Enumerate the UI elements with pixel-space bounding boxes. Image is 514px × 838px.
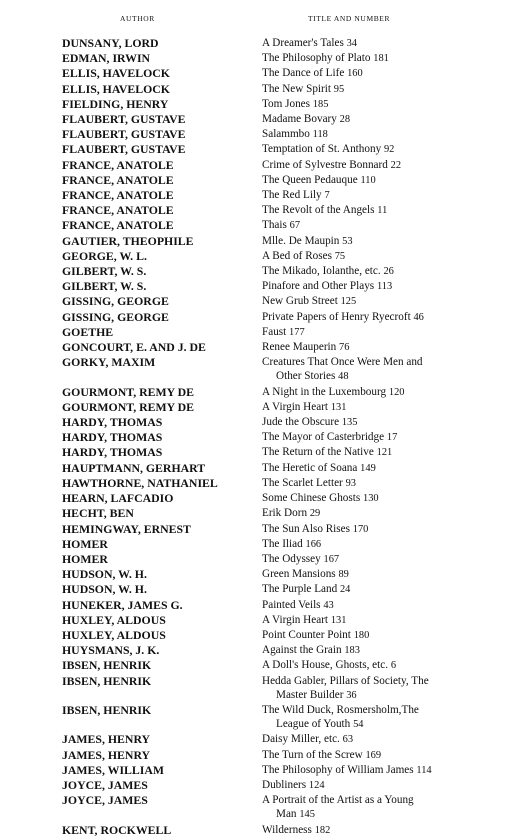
title-text: The Dance of Life [262,67,345,80]
book-title [262,279,502,294]
author-name: HAUPTMANN, GERHART [62,460,206,475]
book-number: 131 [330,401,347,413]
catalog-entry [0,234,514,249]
catalog-entry [0,793,514,822]
book-number: 75 [334,250,346,262]
book-title [262,158,502,173]
author-name: GILBERT, W. S. [62,264,147,279]
catalog-entry [0,552,514,567]
book-title [262,249,502,264]
catalog-entry [0,415,514,430]
author-name: FLAUBERT, GUSTAVE [62,112,186,127]
title-text: Renee Mauperin [262,341,337,354]
author-name: GAUTIER, THEOPHILE [62,233,194,248]
author-name: GISSING, GEORGE [62,294,169,309]
catalog-entry [0,674,514,703]
book-title [262,732,502,747]
title-text: Pinafore and Other Plays [262,280,375,293]
title-text: Some Chinese Ghosts [262,492,361,505]
author-name: GORKY, MAXIM [62,355,156,370]
title-text: The Return of the Native [262,446,374,459]
book-number: 76 [339,342,350,354]
book-number: 130 [363,493,379,505]
author-name: GOETHE [62,324,114,339]
catalog-entry [0,476,514,491]
catalog-entry [0,491,514,506]
catalog-entry [0,778,514,793]
catalog-entry [0,613,514,628]
book-title [262,476,502,491]
title-text: The Sun Also Rises [262,522,350,535]
catalog-entry [0,628,514,643]
book-title [262,598,502,613]
book-number: 95 [333,83,345,95]
author-name: JOYCE, JAMES [62,793,148,808]
book-number: 149 [360,462,376,474]
book-title [262,582,502,597]
catalog-entry [0,445,514,460]
book-title [262,643,502,658]
book-number: 92 [383,144,395,156]
title-text: The Revolt of the Angels [262,204,375,217]
author-name: KENT, ROCKWELL [62,822,172,837]
book-title [262,355,502,384]
book-title [262,415,502,430]
title-text: The Philosophy of William James [262,763,414,776]
catalog-entry [0,582,514,597]
title-text: The Queen Pedauque [262,173,358,186]
author-name: HUDSON, W. H. [62,567,147,582]
catalog-entry [0,294,514,309]
book-title [262,66,502,81]
catalog-entry [0,279,514,294]
title-text: The Turn of the Screw [262,748,363,761]
author-name: HUXLEY, ALDOUS [62,627,166,642]
title-text: The Odyssey [262,552,321,565]
book-title [262,537,502,552]
book-title [262,430,502,445]
title-text: Daisy Miller, etc. [262,733,340,746]
book-title [262,658,502,673]
catalog-entry [0,66,514,81]
book-number: 48 [338,371,349,383]
title-text-continued: League of Youth [276,718,351,731]
title-text: Green Mansions [262,568,336,581]
title-text: The Red Lily [262,189,322,202]
catalog-entry [0,567,514,582]
author-name: ELLIS, HAVELOCK [62,66,170,81]
title-text-continued: Man [276,808,297,821]
book-title [262,385,502,400]
catalog-entry [0,703,514,732]
catalog-entry [0,385,514,400]
book-title [262,522,502,537]
book-number: 170 [352,523,369,535]
book-number: 63 [342,734,354,746]
author-name: JOYCE, JAMES [62,777,148,792]
title-text: The Purple Land [262,583,338,596]
catalog-entry [0,173,514,188]
book-number: 185 [312,98,329,110]
title-text: Erik Dorn [262,507,308,520]
book-number: 67 [289,220,301,232]
author-name: GOURMONT, REMY DE [62,399,195,414]
author-name: FLAUBERT, GUSTAVE [62,127,186,142]
catalog-entry [0,142,514,157]
book-number: 167 [323,553,340,565]
title-text-continued: Master Builder [276,688,344,701]
book-title [262,112,502,127]
author-name: GOURMONT, REMY DE [62,384,195,399]
title-column-heading: TITLE AND NUMBER [308,14,391,23]
title-text: Against the Grain [262,644,342,657]
catalog-entry [0,461,514,476]
book-number: 125 [340,296,357,308]
book-title [262,793,502,822]
catalog-entry [0,203,514,218]
author-name: FRANCE, ANATOLE [62,172,174,187]
book-number: 166 [305,538,322,550]
title-text: A Portrait of the Artist as a Young [262,794,414,807]
title-text: A Virgin Heart [262,613,329,626]
book-title [262,506,502,521]
author-name: JAMES, HENRY [62,747,151,762]
author-name: EDMAN, IRWIN [62,51,151,66]
catalog-entry [0,249,514,264]
catalog-entry [0,643,514,658]
book-number: 160 [347,68,363,80]
book-number: 180 [353,629,370,641]
book-number: 7 [324,190,330,202]
title-text: Private Papers of Henry Ryecroft [262,310,411,323]
catalog-entry [0,537,514,552]
catalog-entry [0,97,514,112]
catalog-entry [0,658,514,673]
title-text: New Grub Street [262,295,338,308]
book-number: 183 [344,645,360,657]
author-name: IBSEN, HENRIK [62,702,152,717]
author-name: HECHT, BEN [62,506,134,521]
book-title [262,294,502,309]
author-name: HEARN, LAFCADIO [62,491,174,506]
book-number: 135 [341,417,358,429]
book-number: 93 [345,477,356,489]
book-number: 169 [365,749,382,761]
book-number: 11 [377,205,388,217]
book-number: 53 [342,235,353,247]
catalog-entry [0,36,514,51]
book-title [262,234,502,249]
title-text: The Scarlet Letter [262,476,343,489]
catalog-entry [0,82,514,97]
author-name: HOMER [62,551,108,566]
book-number: 177 [289,326,305,338]
title-text: A Virgin Heart [262,400,329,413]
column-header [0,14,514,28]
author-name: FRANCE, ANATOLE [62,157,174,172]
catalog-entry [0,430,514,445]
author-name: HEMINGWAY, ERNEST [62,521,191,536]
title-text: The Wild Duck, Rosmersholm,The [262,703,419,716]
title-text: Temptation of St. Anthony [262,143,382,156]
author-name: HUDSON, W. H. [62,582,147,597]
title-text: Jude the Obscure [262,416,340,429]
book-number: 113 [376,281,393,293]
catalog-entry [0,127,514,142]
book-title [262,203,502,218]
book-title [262,310,502,325]
book-number: 181 [373,53,389,65]
book-title [262,127,502,142]
author-name: HUYSMANS, J. K. [62,643,160,658]
catalog-entry [0,598,514,613]
author-name: GISSING, GEORGE [62,309,169,324]
title-text: A Dreamer's Tales [262,37,344,49]
book-title [262,567,502,582]
author-name: JAMES, WILLIAM [62,762,165,777]
author-name: IBSEN, HENRIK [62,658,152,673]
author-column-heading: AUTHOR [120,14,155,23]
book-title [262,264,502,279]
book-title [262,82,502,97]
book-number: 145 [299,809,315,821]
author-name: JAMES, HENRY [62,732,151,747]
book-number: 131 [330,614,347,626]
book-number: 17 [386,432,398,444]
book-title [262,674,502,703]
author-name: GILBERT, W. S. [62,279,147,294]
book-number: 26 [383,266,394,278]
book-title [262,613,502,628]
book-number: 182 [314,824,331,836]
book-title [262,823,502,838]
author-name: HUXLEY, ALDOUS [62,612,166,627]
catalog-entry [0,158,514,173]
title-text-continued: Other Stories [276,370,336,383]
author-name: ELLIS, HAVELOCK [62,81,170,96]
author-name: FRANCE, ANATOLE [62,218,174,233]
title-text: A Bed of Roses [262,249,332,262]
author-name: FRANCE, ANATOLE [62,188,174,203]
book-number: 120 [388,386,405,398]
book-number: 46 [413,311,424,323]
catalog-entry [0,522,514,537]
book-title [262,325,502,340]
title-text: The Philosophy of Plato [262,52,371,65]
catalog-entry [0,748,514,763]
book-number: 118 [312,129,328,141]
book-number: 124 [308,779,325,791]
book-number: 34 [346,38,357,49]
author-name: FIELDING, HENRY [62,96,169,111]
book-title [262,400,502,415]
book-number: 121 [376,447,393,459]
book-title [262,552,502,567]
catalog-entry [0,264,514,279]
book-title [262,778,502,793]
title-text: Faust [262,325,287,338]
title-text: Creatures That Once Were Men and [262,356,423,369]
title-text: Salammbo [262,128,310,141]
book-number: 110 [360,174,376,186]
catalog-entry [0,188,514,203]
catalog-entry [0,355,514,384]
book-title [262,340,502,355]
book-number: 43 [323,599,334,611]
book-title [262,703,502,732]
catalog-entry [0,310,514,325]
title-text: Point Counter Point [262,628,351,641]
title-text: Thais [262,219,287,232]
catalog-entry [0,218,514,233]
book-title [262,628,502,643]
author-name: HARDY, THOMAS [62,415,163,430]
book-title [262,763,502,778]
title-text: The New Spirit [262,82,331,95]
book-number: 89 [338,569,349,581]
catalog-entry [0,400,514,415]
catalog-entry [0,823,514,838]
title-text: The Iliad [262,537,303,550]
catalog-entry [0,51,514,66]
book-title [262,36,502,51]
title-text: A Night in the Luxembourg [262,385,387,398]
catalog-entry [0,340,514,355]
book-title [262,445,502,460]
title-text: Madame Bovary [262,113,337,126]
author-name: HARDY, THOMAS [62,430,163,445]
author-name: HAWTHORNE, NATHANIEL [62,475,218,490]
book-title [262,461,502,476]
book-title [262,491,502,506]
title-text: Tom Jones [262,97,311,110]
catalog-entry [0,763,514,778]
author-name: GEORGE, W. L. [62,248,147,263]
author-name: GONCOURT, E. AND J. DE [62,340,206,355]
author-name: HARDY, THOMAS [62,445,163,460]
title-text: Dubliners [262,778,307,791]
title-text: Mlle. De Maupin [262,234,340,247]
book-number: 24 [339,584,351,596]
book-title [262,748,502,763]
book-number: 54 [353,719,364,731]
title-text: The Mikado, Iolanthe, etc. [262,265,381,278]
book-title [262,142,502,157]
author-name: IBSEN, HENRIK [62,673,152,688]
book-number: 36 [346,689,357,701]
title-text: A Doll's House, Ghosts, etc. [262,659,389,672]
catalog-entry [0,325,514,340]
catalog-list [0,36,514,838]
book-number: 114 [416,764,432,776]
author-name: FLAUBERT, GUSTAVE [62,142,186,157]
author-name: HOMER [62,536,108,551]
catalog-entry [0,732,514,747]
title-text: Crime of Sylvestre Bonnard [262,158,388,171]
author-name: FRANCE, ANATOLE [62,203,174,218]
book-title [262,97,502,112]
book-number: 6 [390,660,397,672]
title-text: Wilderness [262,823,312,836]
book-title [262,51,502,66]
book-title [262,173,502,188]
book-title [262,218,502,233]
title-text: The Heretic of Soana [262,461,358,474]
book-title [262,188,502,203]
catalog-entry [0,112,514,127]
book-number: 28 [339,114,351,126]
book-number: 22 [390,159,402,171]
title-text: Hedda Gabler, Pillars of Society, The [262,674,429,687]
author-name: HUNEKER, JAMES G. [62,597,183,612]
author-name: DUNSANY, LORD [62,36,159,50]
book-number: 29 [309,508,321,520]
title-text: The Mayor of Casterbridge [262,431,385,444]
catalog-entry [0,506,514,521]
title-text: Painted Veils [262,598,321,611]
